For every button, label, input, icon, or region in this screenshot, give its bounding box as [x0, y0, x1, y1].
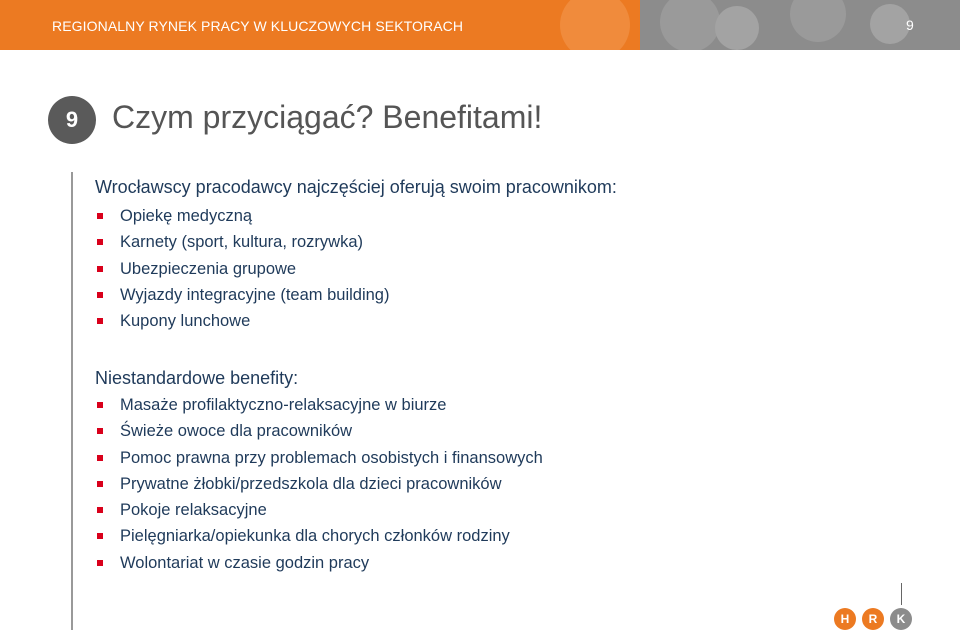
logo-divider — [901, 583, 902, 605]
bullet-square-icon — [97, 560, 103, 566]
list-item — [95, 550, 543, 576]
list-item-text: Wolontariat w czasie godzin pracy — [120, 553, 370, 572]
list-item — [95, 523, 543, 549]
header-decoration — [715, 6, 759, 50]
bullet-square-icon — [97, 318, 103, 324]
header-decoration — [660, 0, 720, 50]
section1-heading: Wrocławscy pracodawcy najczęściej oferują swoim pracownikom: — [95, 177, 617, 197]
list-item-text: Wyjazdy integracyjne (team building) — [120, 285, 390, 304]
list-item-text: Pielęgniarka/opiekunka dla chorych członków rodziny — [120, 527, 510, 546]
logo-letter-h: H — [834, 608, 856, 630]
bullet-square-icon — [97, 533, 103, 539]
list-item — [95, 308, 389, 334]
slide-title: Czym przyciągać? Benefitami! — [112, 99, 543, 135]
page-number: 9 — [906, 17, 914, 33]
section2-heading: Niestandardowe benefity: — [95, 368, 299, 388]
list-item — [95, 497, 543, 523]
list-item-text: Pokoje relaksacyjne — [120, 501, 267, 520]
slide-number-badge: 9 — [48, 96, 96, 144]
list-item — [95, 256, 389, 282]
bullet-square-icon — [97, 481, 103, 487]
header-title: REGIONALNY RYNEK PRACY W KLUCZOWYCH SEKTORACH — [52, 18, 464, 34]
logo-letter-k: K — [890, 608, 912, 630]
list-item — [95, 282, 389, 308]
header-decoration — [790, 0, 846, 42]
list-item — [95, 471, 543, 497]
vertical-divider — [71, 172, 73, 630]
logo-letter-r: R — [862, 608, 884, 630]
section1-list — [95, 203, 389, 334]
header-decoration — [870, 4, 910, 44]
bullet-square-icon — [97, 428, 103, 434]
list-item-text: Kupony lunchowe — [120, 312, 251, 331]
list-item-text: Karnety (sport, kultura, rozrywka) — [120, 233, 363, 252]
bullet-square-icon — [97, 292, 103, 298]
header-decoration — [560, 0, 630, 50]
list-item-text: Świeże owoce dla pracowników — [120, 422, 353, 441]
list-item-text: Prywatne żłobki/przedszkola dla dzieci pracowników — [120, 474, 502, 493]
list-item-text: Ubezpieczenia grupowe — [120, 259, 297, 278]
bullet-square-icon — [97, 266, 103, 272]
bullet-square-icon — [97, 402, 103, 408]
header-bar — [0, 0, 960, 50]
bullet-square-icon — [97, 507, 103, 513]
list-item-text: Opiekę medyczną — [120, 207, 253, 225]
list-item — [95, 392, 543, 418]
list-item — [95, 229, 389, 255]
list-item — [95, 445, 543, 471]
bullet-square-icon — [97, 239, 103, 245]
bullet-square-icon — [97, 213, 103, 219]
section2-list — [95, 392, 543, 576]
list-item — [95, 203, 389, 229]
bullet-square-icon — [97, 455, 103, 461]
list-item — [95, 418, 543, 444]
list-item-text: Pomoc prawna przy problemach osobistych i finansowych — [120, 448, 543, 467]
list-item-text: Masaże profilaktyczno-relaksacyjne w biurze — [120, 396, 447, 414]
